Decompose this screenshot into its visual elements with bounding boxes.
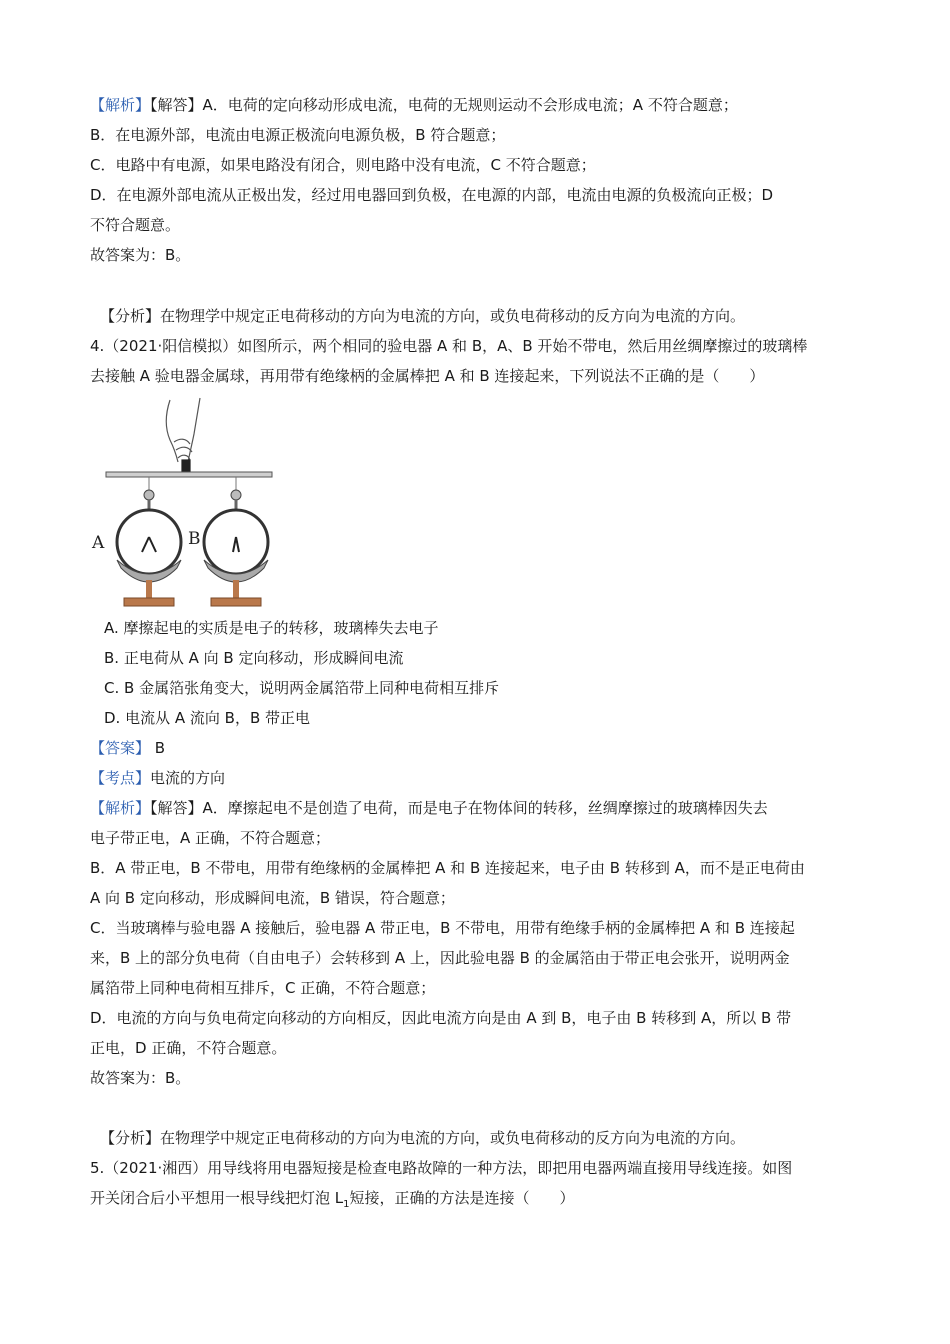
electroscope-a — [117, 477, 181, 606]
jieda-tag: 【解答】 — [150, 96, 203, 114]
electroscope-b — [204, 477, 268, 606]
electroscope-figure — [90, 392, 280, 610]
prev-analysis-line-2: B．在电源外部，电流由电源正极流向电源负极，B 符合题意； — [90, 126, 506, 144]
q4-analysis-line-3: B．A 带正电，B 不带电，用带有绝缘柄的金属棒把 A 和 B 连接起来，电子由 B 转移到 A，而不是正电荷由 — [90, 859, 805, 877]
prev-analysis-line-4: D．在电源外部电流从正极出发，经过用电器回到负极，在电源的内部，电流由电源的负极流向正极；D — [90, 186, 774, 204]
prev-fenxi: 【分析】在物理学中规定正电荷移动的方向为电流的方向，或负电荷移动的反方向为电流的方向。 — [100, 307, 746, 325]
label-b: B — [188, 529, 201, 549]
q5-stem-line-2: 开关闭合后小平想用一根导线把灯泡 $L_1$短接，正确的方法是连接（ ） — [90, 1189, 575, 1210]
label-a: A — [92, 533, 105, 553]
q4-analysis-line-4: A 向 B 定向移动，形成瞬间电流，B 错误，符合题意； — [90, 889, 455, 907]
q5-stem-line-1: 5.（2021·湘西）用导线将用电器短接是检查电路故障的一种方法，即把用电器两端直接用导线连接。如图 — [90, 1159, 793, 1177]
jiexi-tag: 【解析】 — [90, 96, 151, 114]
fenxi-tag: 【分析】 — [100, 307, 161, 325]
q4-analysis-line-6: 来，B 上的部分负电荷（自由电子）会转移到 A 上，因此验电器 B 的金属箔由于带正电会张开，说明两金 — [90, 949, 790, 967]
jieda-tag: 【解答】 — [150, 799, 203, 817]
q4-option-a: A. 摩擦起电的实质是电子的转移，玻璃棒失去电子 — [104, 619, 439, 637]
subscript: 1 — [343, 1199, 350, 1210]
kaodian-tag: 【考点】 — [90, 769, 151, 787]
answer-tag: 【答案】 — [90, 739, 151, 757]
q4-kaodian: 【考点】电流的方向 — [90, 769, 226, 787]
q4-analysis-line-1: 【解析】【解答】A．摩擦起电不是创造了电荷，而是电子在物体间的转移，丝绸摩擦过的玻璃棒因失去 — [90, 799, 768, 817]
q4-option-b: B. 正电荷从 A 向 B 定向移动，形成瞬间电流 — [104, 649, 404, 667]
q4-stem-line-1: 4.（2021·阳信模拟）如图所示，两个相同的验电器 A 和 B，A、B 开始不带电，然后用丝绸摩擦过的玻璃棒 — [90, 337, 808, 355]
hand-icon — [166, 398, 200, 472]
q4-analysis-line-8: D．电流的方向与负电荷定向移动的方向相反，因此电流方向是由 A 到 B，电子由 B 转移到 A，所以 B 带 — [90, 1009, 792, 1027]
q4-analysis-line-7: 属箔带上同种电荷相互排斥，C 正确，不符合题意； — [90, 979, 436, 997]
prev-analysis-line-5: 不符合题意。 — [90, 216, 181, 234]
q4-answer: 【答案】 B — [90, 739, 166, 757]
prev-answer-line: 故答案为：B。 — [90, 246, 191, 264]
q4-answer-line: 故答案为：B。 — [90, 1069, 191, 1087]
q4-option-d: D. 电流从 A 流向 B，B 带正电 — [104, 709, 311, 727]
metal-rod — [106, 472, 272, 477]
prev-analysis-line-3: C．电路中有电源，如果电路没有闭合，则电路中没有电流，C 不符合题意； — [90, 156, 596, 174]
q4-fenxi: 【分析】在物理学中规定正电荷移动的方向为电流的方向，或负电荷移动的反方向为电流的方向。 — [100, 1129, 746, 1147]
q4-option-c: C. B 金属箔张角变大，说明两金属箔带上同种电荷相互排斥 — [104, 679, 500, 697]
q4-analysis-line-2: 电子带正电，A 正确，不符合题意； — [90, 829, 331, 847]
q4-stem-line-2: 去接触 A 验电器金属球，再用带有绝缘柄的金属棒把 A 和 B 连接起来，下列说法不正确的是（ ） — [90, 367, 765, 385]
jiexi-tag: 【解析】 — [90, 799, 151, 817]
q4-analysis-line-9: 正电，D 正确，不符合题意。 — [90, 1039, 287, 1057]
fenxi-tag: 【分析】 — [100, 1129, 161, 1147]
prev-analysis-line-1: 【解析】【解答】A．电荷的定向移动形成电流，电荷的无规则运动不会形成电流；A 不符合题意； — [90, 96, 738, 114]
q4-analysis-line-5: C．当玻璃棒与验电器 A 接触后，验电器 A 带正电，B 不带电，用带有绝缘手柄的金属棒把 A 和 B 连接起 — [90, 919, 795, 937]
